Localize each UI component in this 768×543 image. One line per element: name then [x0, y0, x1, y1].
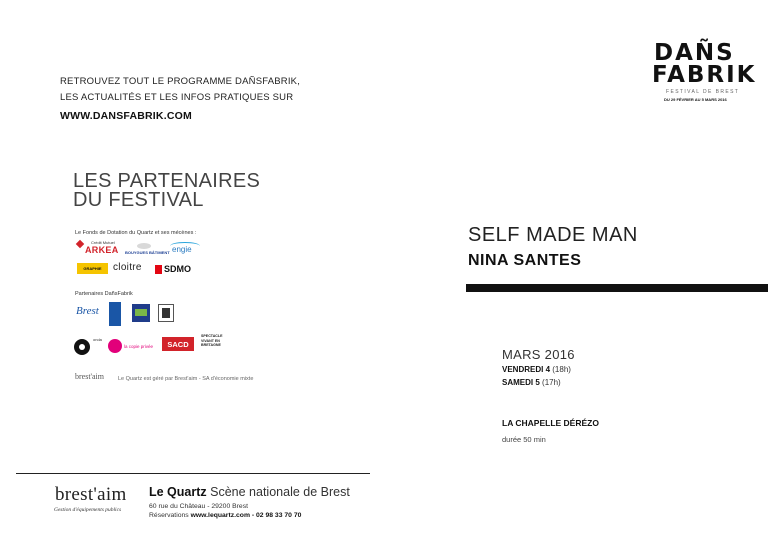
copie-privee-label: la copie privée — [124, 344, 154, 349]
graphie-logo: GRAPHIE — [77, 263, 108, 274]
partners-title — [73, 172, 260, 210]
performance-date-2-day: SAMEDI 5 — [502, 378, 540, 387]
bretagne-culture-mark-icon — [135, 309, 147, 316]
partners-title-line-1: LES PARTENAIRES — [73, 170, 261, 192]
onda-label: onda — [93, 337, 102, 342]
brestaim-management-note: Le Quartz est géré par Brest'aim - SA d'économie mixte — [118, 376, 254, 382]
website-link[interactable]: WWW.DANSFABRIK.COM — [60, 110, 192, 122]
quartz-name: Le Quartz — [149, 485, 207, 499]
quartz-tagline: Scène nationale de Brest — [210, 485, 350, 499]
festival-logo-line-1: DAÑS — [654, 40, 735, 66]
copie-privee-mark-icon — [108, 339, 122, 353]
sdmo-logo — [153, 263, 193, 275]
festival-logo-line-2: FABRIK — [652, 62, 757, 88]
festival-logo-dates: DU 29 FÉVRIER AU 5 MARS 2016 — [664, 97, 727, 102]
performance-date-2-time: (17h) — [542, 378, 561, 387]
finistere-logo — [158, 304, 174, 322]
promo-text-line-1: RETROUVEZ TOUT LE PROGRAMME DAÑSFABRIK, — [60, 76, 301, 87]
cloitre-logo: cloitre — [113, 262, 142, 273]
bouygues-mark-icon — [137, 243, 151, 249]
onda-mark-icon — [79, 344, 85, 350]
performance-date-1-day: VENDREDI 4 — [502, 365, 551, 374]
region-bretagne-logo — [109, 302, 121, 326]
dansfabrik-festival-logo — [648, 40, 757, 106]
brest-logo: Brest — [76, 305, 99, 317]
show-month: MARS 2016 — [502, 347, 575, 362]
sdmo-mark-icon — [155, 265, 162, 274]
sacd-logo: SACD — [162, 337, 194, 351]
brestaim-small-logo: brest'aim — [75, 372, 104, 381]
onda-logo — [74, 339, 90, 355]
performance-date-2 — [502, 378, 561, 387]
quartz-reservations — [149, 512, 301, 519]
show-artist: NINA SANTES — [468, 252, 582, 269]
reservations-label: Réservations — [149, 512, 189, 519]
sdmo-label: SDMO — [164, 264, 191, 274]
reservations-info[interactable]: www.lequartz.com - 02 98 33 70 70 — [190, 512, 302, 519]
festival-logo-subtitle: FESTIVAL DE BREST — [666, 89, 740, 95]
engie-logo — [170, 242, 202, 258]
arkea-mark-icon — [76, 240, 84, 248]
spectacle-vivant-logo: SPECTACLE VIVANT EN BRETAGNE — [201, 334, 223, 347]
partners-title-line-2: DU FESTIVAL — [73, 189, 204, 211]
fonds-caption: Le Fonds de Dotation du Quartz et ses mécènes : — [75, 230, 197, 236]
arkea-label: ARKEA — [85, 245, 119, 255]
show-title: SELF MADE MAN — [468, 224, 638, 246]
bouygues-label: BOUYGUES BÂTIMENT — [125, 250, 170, 255]
footer-divider — [16, 473, 370, 474]
engie-label: engie — [172, 245, 192, 254]
bouygues-logo — [125, 243, 170, 257]
promo-text-line-2: LES ACTUALITÉS ET LES INFOS PRATIQUES SUR — [60, 92, 294, 103]
dansfabrik-partners-caption: Partenaires DañsFabrik — [75, 291, 133, 297]
credit-mutuel-label: Crédit Mutuel — [91, 240, 115, 245]
arkea-logo — [77, 240, 121, 256]
show-duration: durée 50 min — [502, 435, 546, 444]
bretagne-culture-logo — [132, 304, 150, 322]
performance-date-1-time: (18h) — [552, 365, 571, 374]
brestaim-logo: brest'aim — [55, 484, 127, 505]
copie-privee-logo — [108, 339, 164, 355]
performance-date-1 — [502, 365, 571, 374]
brestaim-subtitle: Gestion d'équipements publics — [54, 507, 122, 513]
quartz-heading — [149, 485, 350, 499]
show-venue: LA CHAPELLE DÉRÉZO — [502, 418, 599, 428]
finistere-mark-icon — [162, 308, 170, 318]
title-divider-bar — [466, 284, 768, 292]
quartz-address: 60 rue du Château - 29200 Brest — [149, 503, 248, 510]
